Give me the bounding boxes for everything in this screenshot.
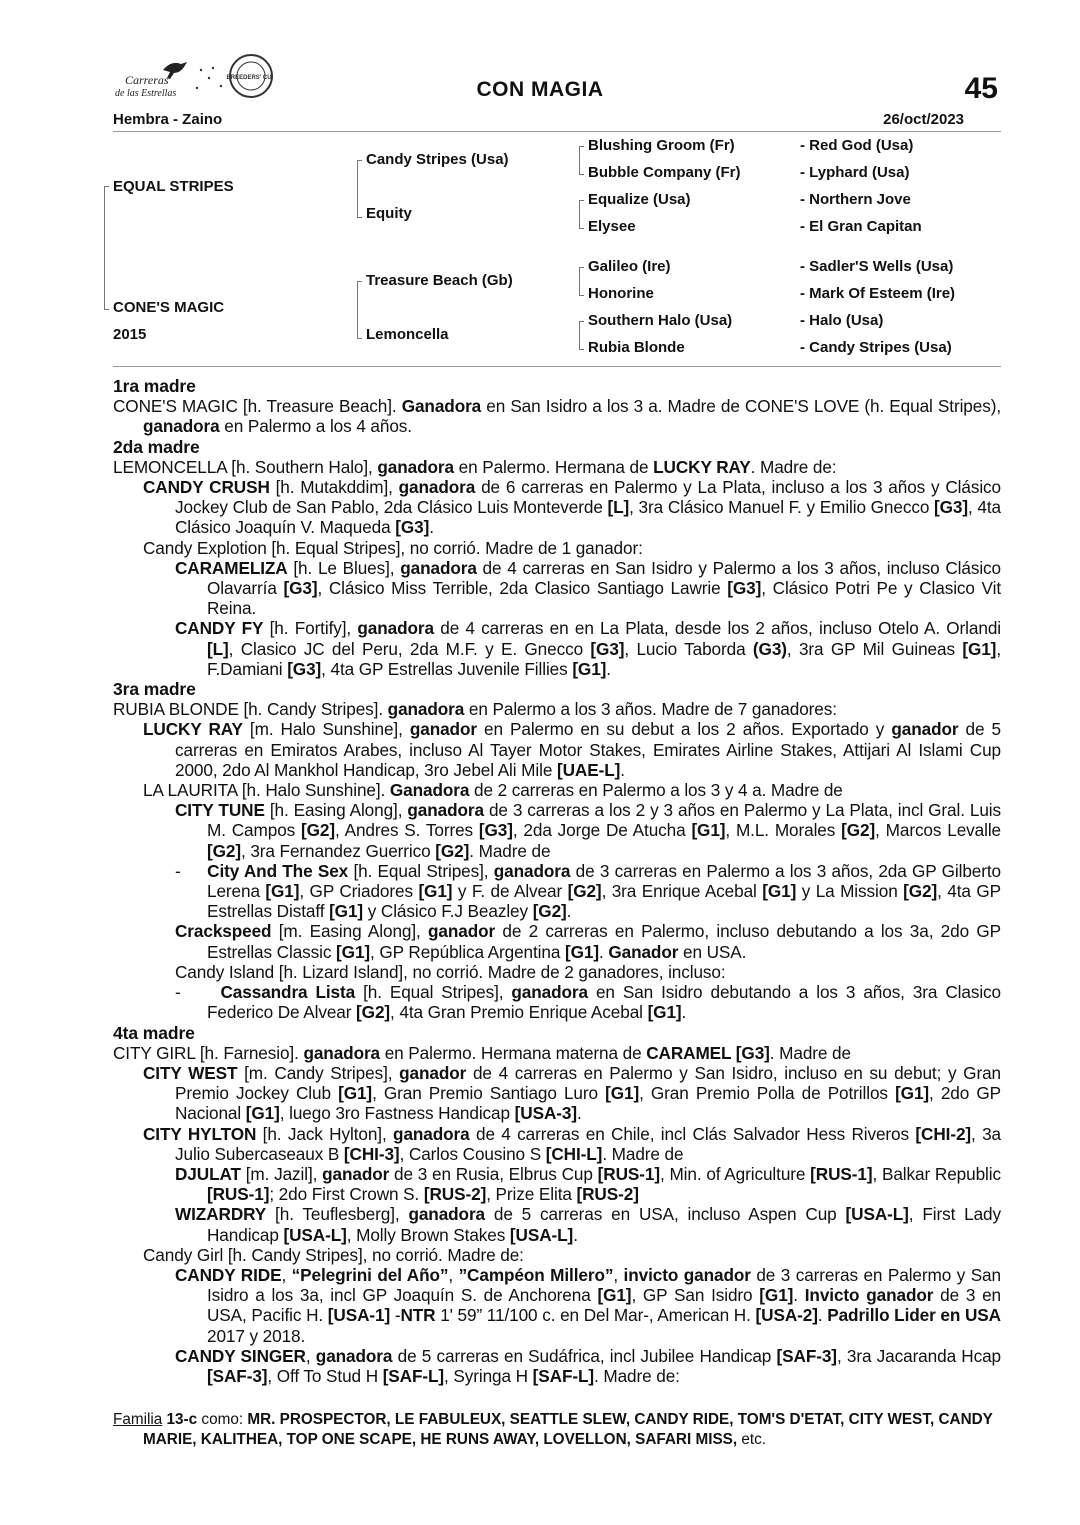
- pedigree-gen4-8: - Candy Stripes (Usa): [800, 339, 952, 356]
- pedigree-gen4-1: - Red God (Usa): [800, 137, 914, 154]
- family-label: Familia: [113, 1411, 163, 1428]
- dam-2-entry: LEMONCELLA [h. Southern Halo], ganadora en Palermo. Hermana de LUCKY RAY. Madre de:: [113, 456, 837, 477]
- dam-1-entry: CONE'S MAGIC [h. Treasure Beach]. Ganadora en San Isidro a los 3 a. Madre de CONE'S LOVE (h. Equal Stripes), ganadora en Palermo a los 4 años.: [113, 396, 1001, 437]
- produce-entry: WIZARDRY [h. Teuflesberg], ganadora de 5 carreras en USA, incluso Aspen Cup [USA-L], First Lady Handicap [USA-L], Molly Brown Stakes [USA-L].: [175, 1204, 1002, 1245]
- section-heading-2: 2da madre: [113, 436, 200, 457]
- produce-entry: - Cassandra Lista [h. Equal Stripes], ganadora en San Isidro debutando a los 3 años, 3ra Clasico Federico De Alvear [G2], 4ta Gran Premio Enrique Acebal [G1].: [175, 982, 1002, 1023]
- header-rule: [113, 131, 1001, 132]
- pedigree-rule: [113, 366, 1001, 367]
- pedigree-gen4-3: - Northern Jove: [800, 191, 911, 208]
- family-code: 13-c: [166, 1411, 198, 1428]
- bracket-gen2-b: [357, 281, 362, 339]
- bracket-gen3-a: [579, 146, 584, 175]
- pedigree-sire: EQUAL STRIPES: [113, 178, 234, 195]
- pedigree-gen2-1: Candy Stripes (Usa): [366, 151, 509, 168]
- bracket-gen1: [104, 186, 109, 310]
- bracket-gen2-a: [357, 160, 362, 218]
- produce-entry: CANDY FY [h. Fortify], ganadora de 4 carreras en en La Plata, desde los 2 años, incluso Otelo A. Orlandi [L], Clasico JC del Peru, 2da M.F. y E. Gnecco [G3], Lucio Taborda (G3), 3ra GP Mil Guineas [G1], F.Damiani [G3], 4ta GP Estrellas Juvenile Fillies [G1].: [175, 618, 1001, 679]
- bracket-gen3-d: [579, 321, 584, 350]
- section-heading-3: 3ra madre: [113, 679, 196, 700]
- produce-entry: CARAMELIZA [h. Le Blues], ganadora de 4 carreras en San Isidro y Palermo a los 3 años, incluso Clásico Olavarría [G3], Clásico Miss Terrible, 2da Clasico Santiago Lawrie [G3], Clásico Potri Pe y Clasico Vit Reina.: [175, 557, 1002, 619]
- pedigree-gen3-2: Bubble Company (Fr): [588, 164, 741, 181]
- logo-badge-text: BREEDERS' CUP: [226, 75, 273, 81]
- section-heading-4: 4ta madre: [113, 1022, 195, 1043]
- bracket-gen3-c: [579, 267, 584, 296]
- page-number: 45: [964, 72, 998, 105]
- pedigree-gen3-4: Elysee: [588, 218, 636, 235]
- dam-4-entry: CITY GIRL [h. Farnesio]. ganadora en Palermo. Hermana materna de CARAMEL [G3]. Madre de: [113, 1042, 851, 1063]
- produce-entry: - City And The Sex [h. Equal Stripes], ganadora de 3 carreras en Palermo a los 3 años, 2da GP Gilberto Lerena [G1], GP Criadores [G1] y F. de Alvear [G2], 3ra Enrique Acebal [G1] y La Mission [G2], 4ta GP Estrellas Distaff [G1] y Clásico F.J Beazley [G2].: [175, 860, 1001, 922]
- produce-entry: DJULAT [m. Jazil], ganador de 3 en Rusia, Elbrus Cup [RUS-1], Min. of Agriculture [RUS-1], Balkar Republic [RUS-1]; 2do First Crown S. [RUS-2], Prize Elita [RUS-2]: [175, 1163, 1001, 1205]
- produce-entry: Candy Girl [h. Candy Stripes], no corrió. Madre de:: [143, 1244, 524, 1265]
- pedigree-gen4-7: - Halo (Usa): [800, 312, 884, 329]
- produce-entry: CANDY CRUSH [h. Mutakddim], ganadora de 6 carreras en Palermo y La Plata, incluso a los 3 años y Clásico Jockey Club de San Pablo, 2da Clásico Luis Monteverde [L], 3ra Clásico Manuel F. y Emilio Gnecco [G3], 4ta Clásico Joaquín V. Maqueda [G3].: [143, 477, 1001, 538]
- pedigree-gen3-3: Equalize (Usa): [588, 191, 691, 208]
- pedigree-gen3-6: Honorine: [588, 285, 654, 302]
- produce-entry: CANDY SINGER, ganadora de 5 carreras en Sudáfrica, incl Jubilee Handicap [SAF-3], 3ra Jacaranda Hcap [SAF-3], Off To Stud H [SAF-L], Syringa H [SAF-L]. Madre de:: [175, 1345, 1001, 1386]
- dam-3-entry: RUBIA BLONDE [h. Candy Stripes]. ganadora en Palermo a los 3 años. Madre de 7 ganadores:: [113, 699, 837, 720]
- pedigree-gen3-5: Galileo (Ire): [588, 258, 671, 275]
- produce-entry: Crackspeed [m. Easing Along], ganador de 2 carreras en Palermo, incluso debutando a los 3a, 2do GP Estrellas Classic [G1], GP República Argentina [G1]. Ganador en USA.: [175, 921, 1001, 962]
- page-title: CON MAGIA: [476, 78, 604, 101]
- produce-entry: CANDY RIDE, “Pelegrini del Año”, ”Campéon Millero”, invicto ganador de 3 carreras en Palermo y San Isidro a los 3a, incl GP Joaquín S. de Anchorena [G1], GP San Isidro [G1]. Invicto ganador de 3 en USA, Pacific H. [USA-1] -NTR 1' 59” 11/100 c. en Del Mar-, American H. [USA-2]. Padrillo Lider en USA 2017 y 2018.: [175, 1264, 1001, 1346]
- pedigree-gen3-8: Rubia Blonde: [588, 339, 685, 356]
- produce-entry: LA LAURITA [h. Halo Sunshine]. Ganadora de 2 carreras en Palermo a los 3 y 4 a. Madre de: [143, 780, 843, 801]
- produce-entry: CITY TUNE [h. Easing Along], ganadora de 3 carreras a los 2 y 3 años en Palermo y La Plata, incl Gral. Luis M. Campos [G2], Andres S. Torres [G3], 2da Jorge De Atucha [G1], M.L. Morales [G2], Marcos Levalle [G2], 3ra Fernandez Guerrico [G2]. Madre de: [175, 800, 1002, 861]
- produce-entry: LUCKY RAY [m. Halo Sunshine], ganador en Palermo en su debut a los 2 años. Exportado y ganador de 5 carreras en Emiratos Arabes, incluso Al Tayer Motor Stakes, Emirates Airline Stakes, Attijari Al Islami Cup 2000, 2do Al Mankhol Handicap, 3ro Jebel Ali Mile [UAE-L].: [143, 719, 1001, 780]
- bracket-gen3-b: [579, 200, 584, 229]
- dam-line-text: [113, 376, 1001, 1386]
- logo-text-1: Carreras: [125, 73, 169, 87]
- pedigree-gen4-2: - Lyphard (Usa): [800, 164, 910, 181]
- pedigree-gen4-4: - El Gran Capitan: [800, 218, 922, 235]
- pedigree-gen4-6: - Mark Of Esteem (Ire): [800, 285, 956, 302]
- pedigree-gen2-4: Lemoncella: [366, 326, 449, 343]
- pedigree-gen2-3: Treasure Beach (Gb): [366, 272, 513, 289]
- produce-entry: CITY HYLTON [h. Jack Hylton], ganadora de 4 carreras en Chile, incl Clás Salvador Hess Riveros [CHI-2], 3a Julio Subercaseaux B [CHI-3], Carlos Cousino S [CHI-L]. Madre de: [143, 1123, 1002, 1164]
- sex-color: Hembra - Zaino: [113, 111, 223, 128]
- section-heading-1: 1ra madre: [113, 376, 196, 396]
- pedigree-gen3-1: Blushing Groom (Fr): [588, 137, 735, 154]
- pedigree-year: 2015: [113, 326, 147, 343]
- date: 26/oct/2023: [883, 111, 964, 128]
- produce-entry: CITY WEST [m. Candy Stripes], ganador de 4 carreras en Palermo y San Isidro, incluso en su debut; y Gran Premio Jockey Club [G1], Gran Premio Santiago Luro [G1], Gran Premio Polla de Potrillos [G1], 2do GP Nacional [G1], luego 3ro Fastness Handicap [USA-3].: [143, 1062, 1001, 1124]
- pedigree-gen3-7: Southern Halo (Usa): [588, 312, 733, 329]
- produce-entry: Candy Island [h. Lizard Island], no corrió. Madre de 2 ganadores, incluso:: [175, 961, 726, 982]
- logo-text-2: de las Estrellas: [115, 88, 177, 99]
- pedigree-gen2-2: Equity: [366, 205, 412, 222]
- produce-entry: Candy Explotion [h. Equal Stripes], no corrió. Madre de 1 ganador:: [143, 537, 643, 558]
- family-names: MR. PROSPECTOR, LE FABULEUX, SEATTLE SLEW, CANDY RIDE, TOM'S D'ETAT, CITY WEST, CANDY MARIE, KALITHEA, TOP ONE SCAPE, HE RUNS AWAY, LOVELLON, SAFARI MISS,: [143, 1411, 993, 1448]
- pedigree-dam: CONE'S MAGIC: [113, 299, 225, 316]
- pedigree-gen4-5: - Sadler'S Wells (Usa): [800, 258, 954, 275]
- family-etc: etc.: [741, 1431, 767, 1448]
- family-como: como:: [201, 1411, 244, 1428]
- family-note: [113, 1410, 1001, 1450]
